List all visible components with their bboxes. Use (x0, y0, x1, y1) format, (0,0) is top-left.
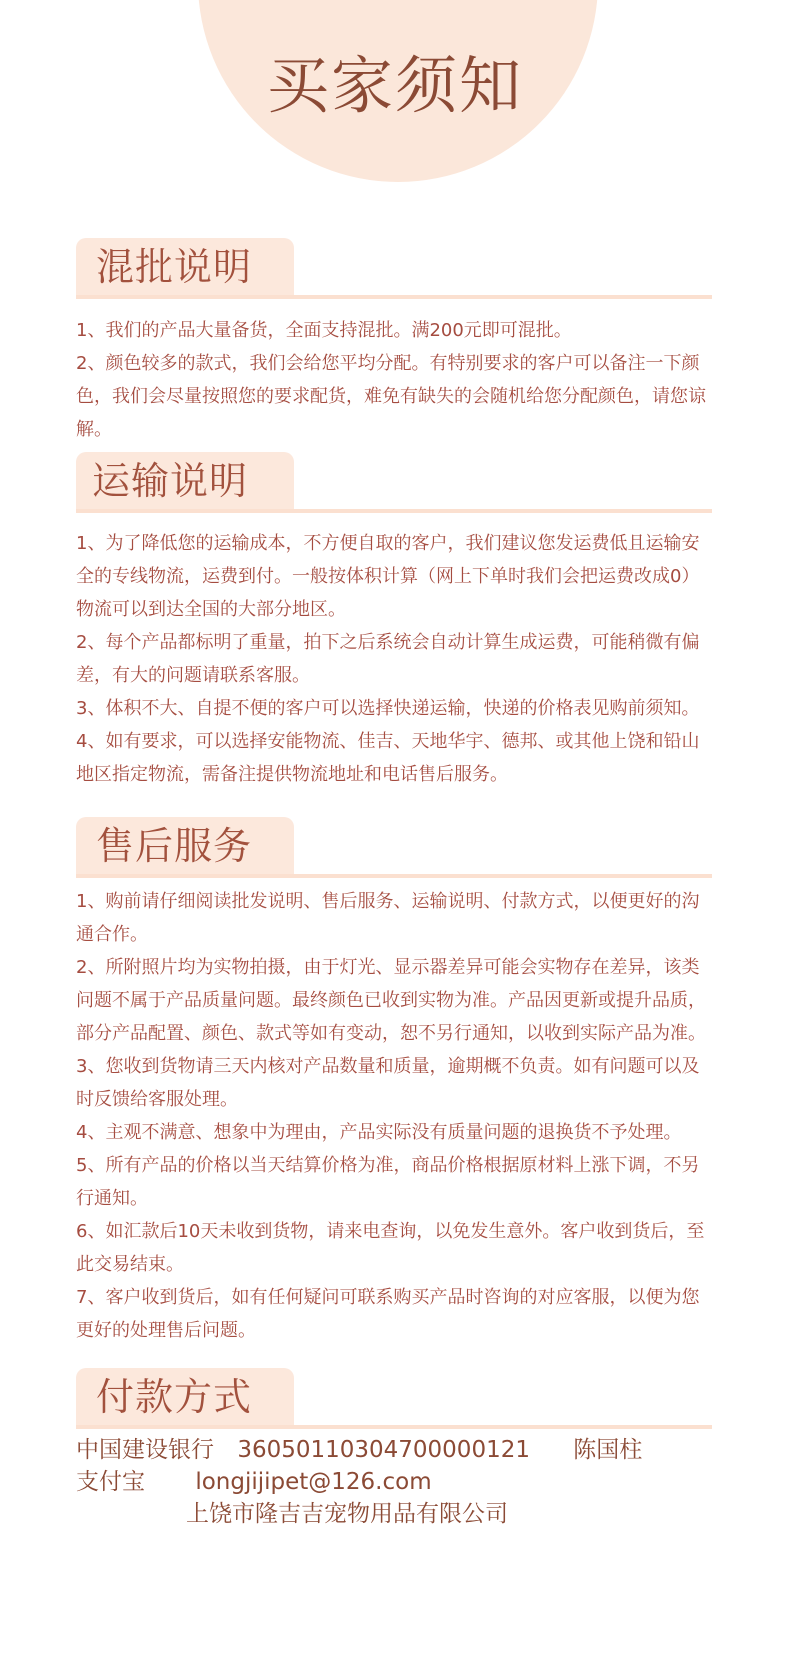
list-item: 7、客户收到货后，如有任何疑问可联系购买产品时咨询的对应客服，以便为您更好的处理售后问题。 (76, 1287, 700, 1341)
section-title: 混批说明 (96, 245, 253, 289)
list-item: 3、体积不大、自提不便的客户可以选择快递运输，快递的价格表见购前须知。 (76, 698, 700, 719)
section-divider (76, 295, 712, 299)
list-item: 1、我们的产品大量备货，全面支持混批。满200元即可混批。 (76, 320, 572, 341)
list-item: 2、所附照片均为实物拍摄，由于灯光、显示器差异可能会实物存在差异，该类问题不属于产品质量问题。最终颜色已收到实物为准。产品因更新或提升品质，部分产品配置、颜色、款式等如有变动，恕不另行通知，以收到实际产品为准。 (76, 957, 706, 1044)
section-body-shipping (76, 527, 712, 791)
list-item: 1、购前请仔细阅读批发说明、售后服务、运输说明、付款方式，以便更好的沟通合作。 (76, 891, 700, 945)
list-item: 3、您收到货物请三天内核对产品数量和质量，逾期概不负责。如有问题可以及时反馈给客服处理。 (76, 1056, 700, 1110)
section-body-after-sales (76, 885, 712, 1347)
bank-name: 中国建设银行 (76, 1437, 214, 1463)
section-divider (76, 1425, 712, 1429)
page-title: 买家须知 (266, 49, 523, 122)
bank-account-number: 36050110304700000121 (237, 1437, 530, 1463)
list-item: 2、颜色较多的款式，我们会给您平均分配。有特别要求的客户可以备注一下颜色，我们会尽量按照您的要求配货，难免有缺失的会随机给您分配颜色，请您谅解。 (76, 353, 706, 440)
account-holder: 陈国柱 (573, 1437, 643, 1463)
alipay-label: 支付宝 (76, 1469, 145, 1495)
alipay-account: longjijipet@126.com (195, 1469, 432, 1495)
section-body-mixed-wholesale (76, 314, 712, 446)
list-item: 4、主观不满意、想象中为理由，产品实际没有质量问题的退换货不予处理。 (76, 1122, 682, 1143)
section-title: 付款方式 (96, 1375, 253, 1419)
company-name: 上饶市隆吉吉宠物用品有限公司 (186, 1501, 508, 1527)
section-divider (76, 874, 712, 878)
alipay-row (76, 1466, 432, 1498)
list-item: 4、如有要求，可以选择安能物流、佳吉、天地华宇、德邦、或其他上饶和铅山地区指定物流，需备注提供物流地址和电话售后服务。 (76, 731, 700, 785)
section-title: 售后服务 (96, 824, 253, 868)
list-item: 1、为了降低您的运输成本，不方便自取的客户，我们建议您发运费低且运输安全的专线物流，运费到付。一般按体积计算（网上下单时我们会把运费改成0）物流可以到达全国的大部分地区。 (76, 533, 700, 620)
list-item: 2、每个产品都标明了重量，拍下之后系统会自动计算生成运费，可能稍微有偏差，有大的问题请联系客服。 (76, 632, 700, 686)
section-divider (76, 509, 712, 513)
list-item: 6、如汇款后10天未收到货物，请来电查询，以免发生意外。客户收到货后，至此交易结束。 (76, 1221, 705, 1275)
section-title: 运输说明 (92, 459, 249, 503)
bank-account-row (76, 1434, 642, 1466)
list-item: 5、所有产品的价格以当天结算价格为准，商品价格根据原材料上涨下调，不另行通知。 (76, 1155, 700, 1209)
